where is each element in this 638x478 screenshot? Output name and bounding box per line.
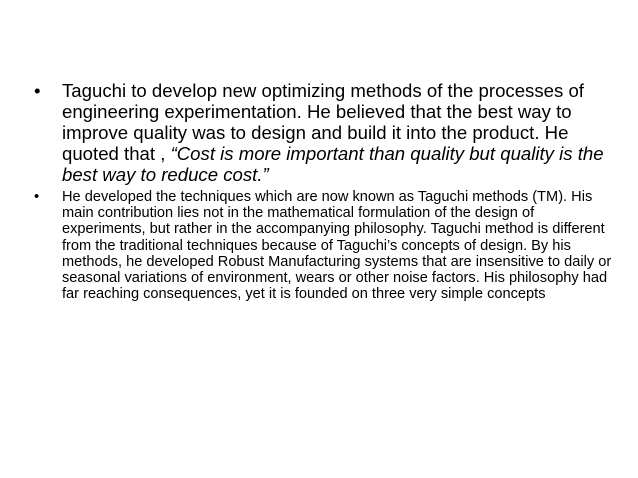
bullet-list — [30, 80, 615, 302]
bullet-text: Taguchi to develop new optimizing methods of the processes of engineering experimentation. He believed that the best way to improve quality was to design and build it into the product. He quoted that , — [62, 80, 584, 164]
bullet-item-taguchi-methods — [30, 189, 615, 302]
quote-text: “Cost is more important than quality but quality is the best way to reduce cost.” — [62, 143, 604, 185]
bullet-marker: • — [34, 189, 40, 205]
bullet-item-taguchi-quote — [30, 80, 615, 185]
bullet-marker: • — [34, 80, 41, 101]
bullet-text: He developed the techniques which are now known as Taguchi methods (TM). His main contribution lies not in the mathematical formulation of the design of experiments, but rather in the accompanying philosophy. Taguchi method is different from the traditional techniques because of Taguchi’s concepts of design. By his methods, he developed Robust Manufacturing systems that are insensitive to daily or seasonal variations of environment, wears or other noise factors. His philosophy had far reaching consequences, yet it is founded on three very simple concepts — [62, 189, 612, 303]
